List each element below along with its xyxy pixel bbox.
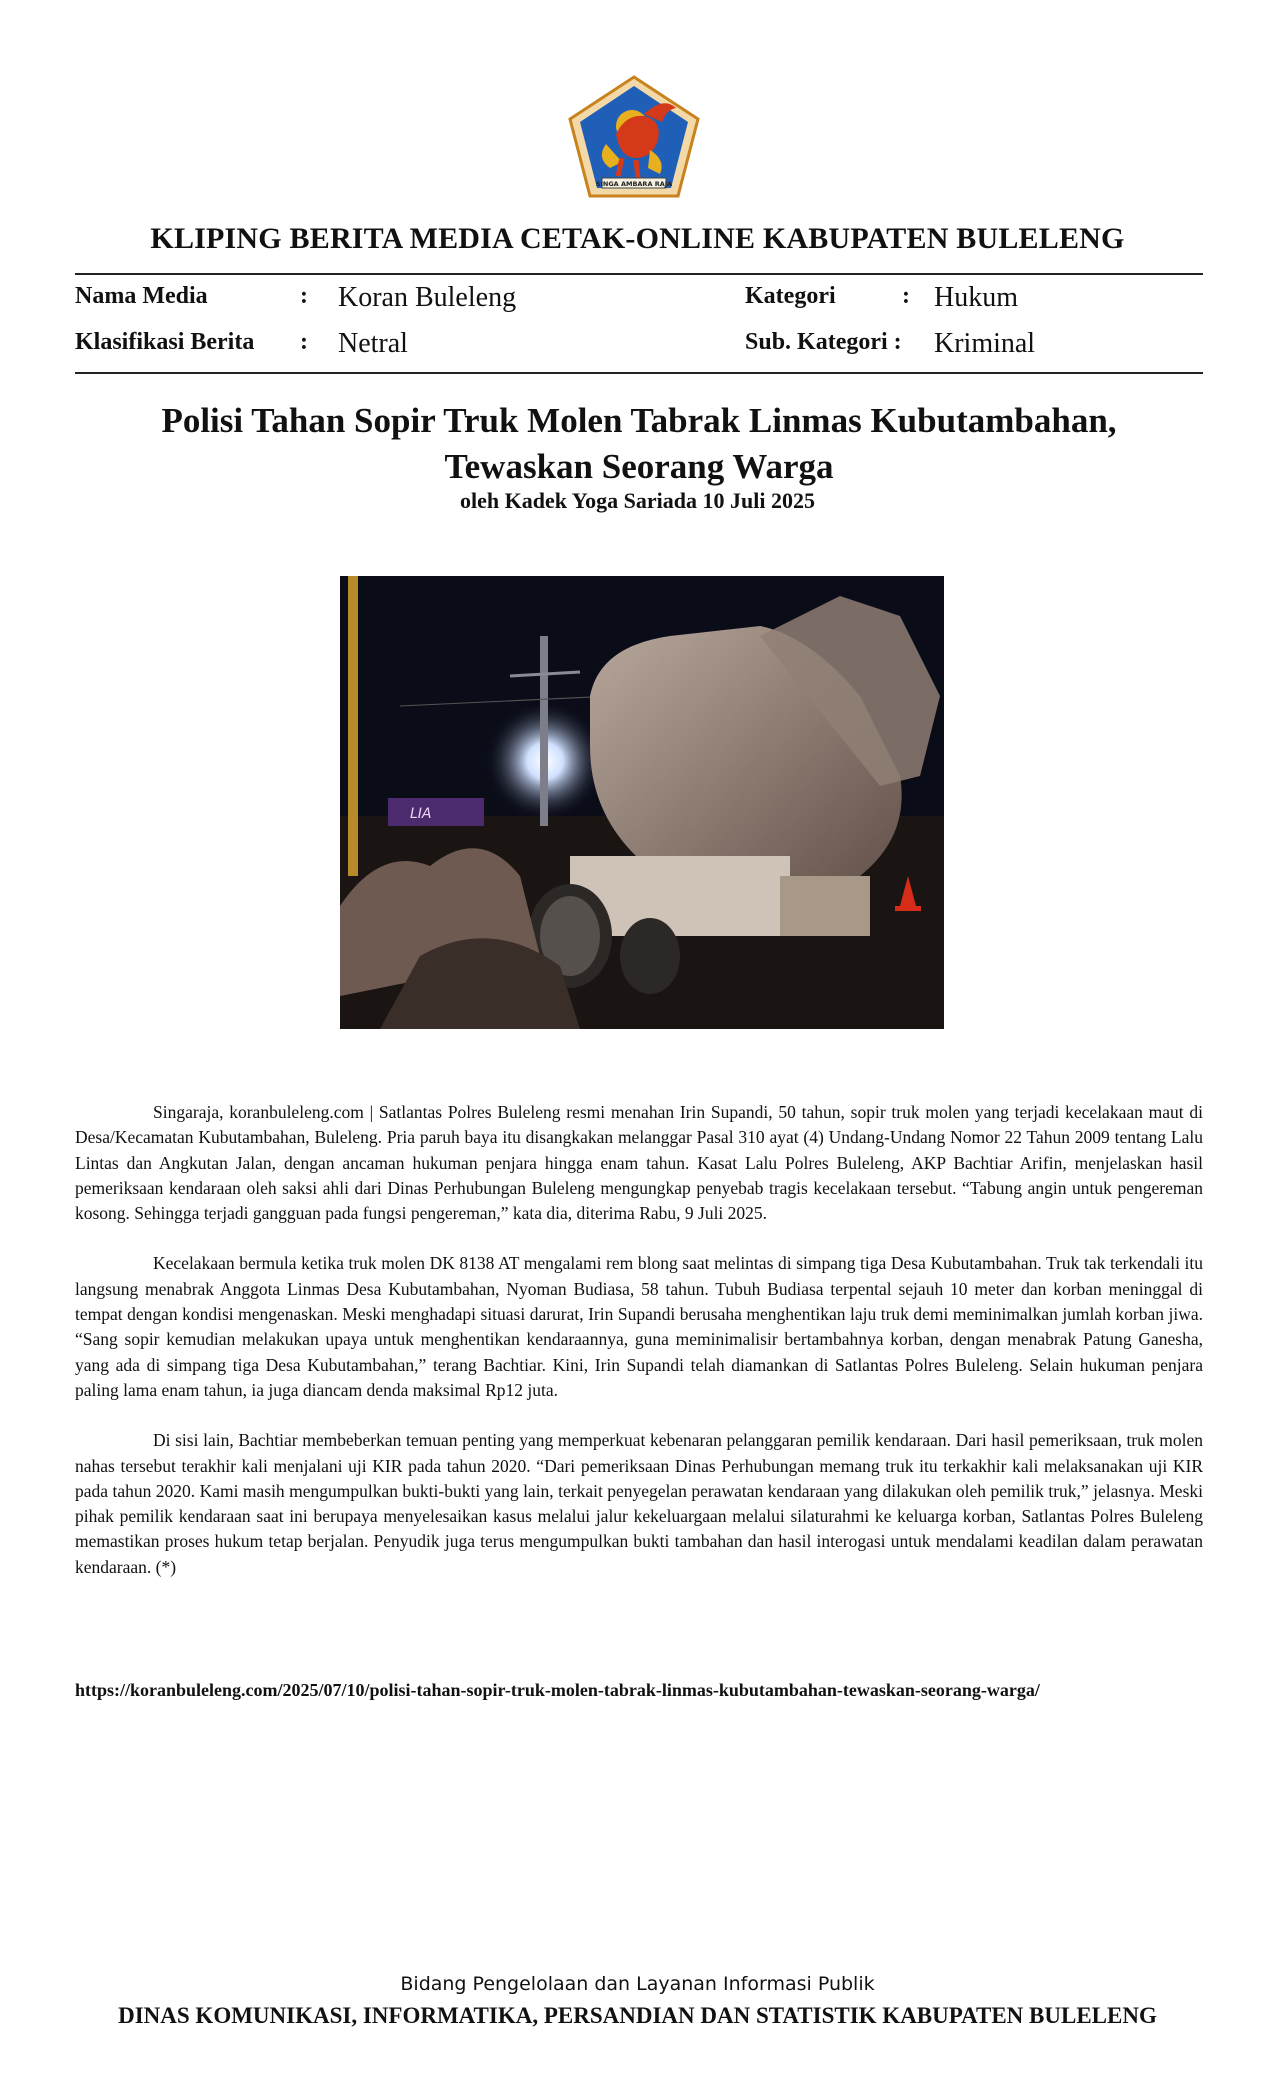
article-title: [75, 398, 1203, 490]
logo-text: SINGA AMBARA RAJA: [595, 180, 673, 188]
sub-kategori-value: Kriminal: [934, 328, 1036, 359]
sub-kategori-label: Sub. Kategori :: [745, 329, 902, 355]
article-body: [75, 1100, 1203, 1605]
nama-media-value: Koran Buleleng: [338, 282, 517, 313]
kategori-label: Kategori: [745, 283, 836, 309]
nama-media-label: Nama Media: [75, 283, 208, 309]
article-photo: [340, 576, 944, 1029]
article-title-line-1: Polisi Tahan Sopir Truk Molen Tabrak Linmas Kubutambahan,: [161, 401, 1117, 440]
klasifikasi-label: Klasifikasi Berita: [75, 329, 255, 355]
article-title-line-2: Tewaskan Seorang Warga: [444, 447, 834, 486]
kategori-value: Hukum: [934, 282, 1018, 313]
singa-ambara-raja-logo: [566, 74, 702, 200]
footer-title: DINAS KOMUNIKASI, INFORMATIKA, PERSANDIAN DAN STATISTIK KABUPATEN BULELENG: [118, 2003, 1157, 2028]
page-heading: KLIPING BERITA MEDIA CETAK-ONLINE KABUPATEN BULELENG: [150, 222, 1125, 255]
billboard-text: LIA: [410, 806, 432, 822]
article-paragraph: Singaraja, koranbuleleng.com | Satlantas Polres Buleleng resmi menahan Irin Supandi, 50 tahun, sopir truk molen yang terjadi kecelakaan maut di Desa/Kecamatan Kubutambahan, Buleleng. Pria paruh baya itu disangkakan melanggar Pasal 310 ayat (4) Undang-Undang Nomor 22 Tahun 2009 tentang Lalu Lintas dan Angkutan Jalan, dengan ancaman hukuman penjara hingga enam tahun. Kasat Lalu Polres Buleleng, AKP Bachtiar Arifin, menjelaskan hasil pemeriksaan kendaraan oleh saksi ahli dari Dinas Perhubungan Buleleng mengungkap penyebab tragis kecelakaan tersebut. “Tabung angin untuk pengereman kosong. Sehingga terjadi gangguan pada fungsi pengereman,” kata dia, diterima Rabu, 9 Juli 2025.: [75, 1102, 1203, 1224]
colon: :: [300, 283, 308, 309]
footer-subtitle: Bidang Pengelolaan dan Layanan Informasi Publik: [400, 1973, 875, 1995]
source-url[interactable]: https://koranbuleleng.com/2025/07/10/polisi-tahan-sopir-truk-molen-tabrak-linmas-kubutambahan-tewaskan-seorang-warga/: [75, 1680, 1040, 1700]
article-paragraph: Di sisi lain, Bachtiar membeberkan temuan penting yang memperkuat kebenaran pelanggaran pemilik kendaraan. Dari hasil pemeriksaan, truk molen nahas tersebut terakhir kali menjalani uji KIR pada tahun 2020. “Dari pemeriksaan Dinas Perhubungan memang truk itu terkakhir kali melaksanakan uji KIR pada tahun 2020. Kami masih mengumpulkan bukti-bukti yang lain, terkait penyegelan perawatan kendaraan yang dilakukan oleh pemilik truk,” jelasnya. Meski pihak pemilik kendaraan saat ini berupaya menyelesaikan kasus melalui jalur kekeluargaan melalui silaturahmi ke keluarga korban, Satlantas Polres Buleleng memastikan proses hukum tetap berjalan. Penyudik juga terus mengumpulkan bukti tambahan dan hasil interogasi untuk mendalami keadilan dalam perawatan kendaraan. (*): [75, 1430, 1203, 1577]
colon: :: [902, 283, 910, 309]
colon: :: [300, 329, 308, 355]
klasifikasi-value: Netral: [338, 328, 408, 359]
article-paragraph: Kecelakaan bermula ketika truk molen DK 8138 AT mengalami rem blong saat melintas di simpang tiga Desa Kubutambahan. Truk tak terkendali itu langsung menabrak Anggota Linmas Desa Kubutambahan, Nyoman Budiasa, 58 tahun. Tubuh Budiasa terpental sejauh 10 meter dan korban meninggal di tempat dengan kondisi mengenaskan. Meski menghadapi situasi darurat, Irin Supandi berusaha menghentikan laju truk demi meminimalkan jumlah korban jiwa. “Sang sopir kemudian melakukan upaya untuk menghentikan kendaraannya, guna meminimalisir bertambahnya korban, dengan menabrak Patung Ganesha, yang ada di simpang tiga Desa Kubutambahan,” terang Bachtiar. Kini, Irin Supandi telah diamankan di Satlantas Polres Buleleng. Selain hukuman penjara paling lama enam tahun, ia juga diancam denda maksimal Rp12 juta.: [75, 1253, 1203, 1400]
divider-bottom: [75, 372, 1203, 374]
article-byline: oleh Kadek Yoga Sariada 10 Juli 2025: [460, 488, 815, 513]
divider-top: [75, 273, 1203, 275]
